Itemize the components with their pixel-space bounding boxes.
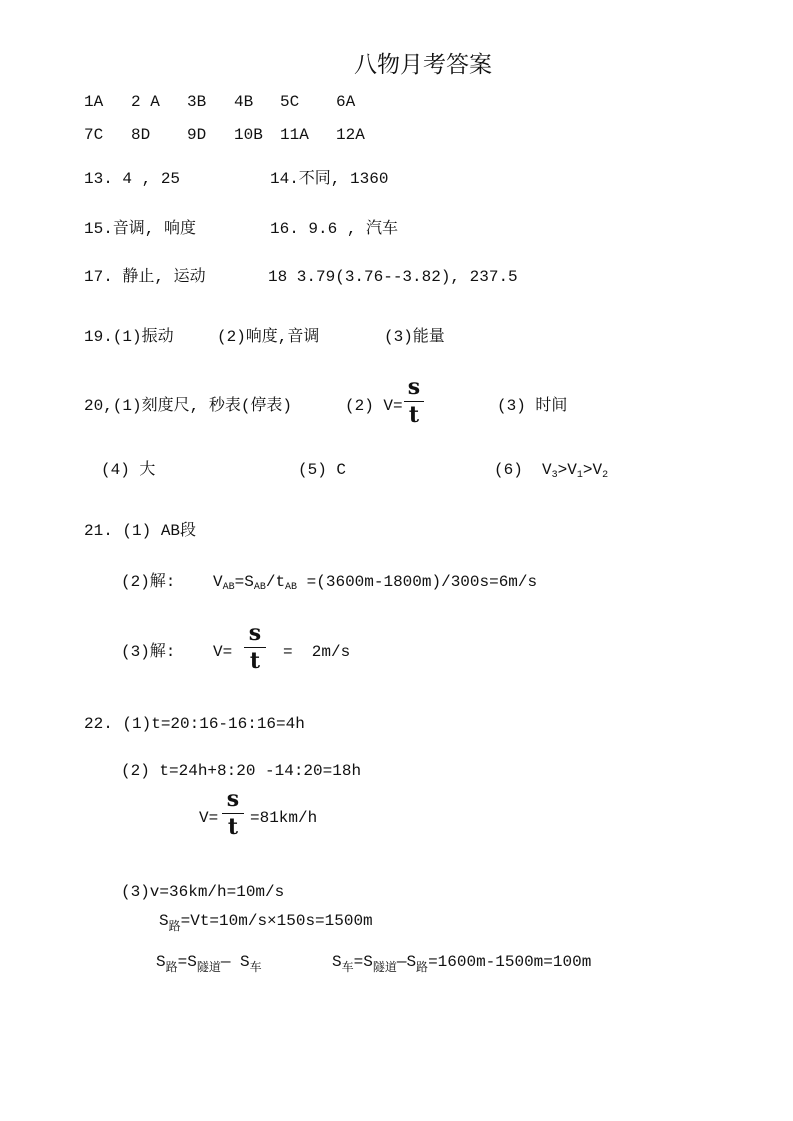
minus-s: — S [220,953,250,971]
equals-s: =S [234,573,254,591]
answer-20-6 [494,461,609,481]
answer-18: 18 3.79(3.76--3.82), 237.5 [268,268,518,286]
mc-answer: 4B [234,93,254,111]
answer-22-3-relation-1 [156,953,262,975]
calculation: =Vt=10m/s×150s=1500m [180,912,373,930]
subscript: 隧道 [196,961,221,975]
answer-21-1: 21. (1) AB段 [84,522,197,540]
mc-answer: 5C [280,93,300,111]
mc-answer: 7C [84,126,104,144]
answer-20-5: (5) C [298,461,347,479]
answer-21-3-label: (3)解: [121,643,176,661]
answer-22-3: (3)v=36km/h=10m/s [121,883,285,901]
answer-20-4: (4) 大 [101,461,156,479]
subscript: 路 [416,961,429,975]
velocity-symbol: V [542,461,552,479]
distance-symbol: S [156,953,166,971]
answer-20-3: (3) 时间 [497,397,568,415]
answer-19-2: (2)响度,音调 [217,328,320,346]
answer-16: 16. 9.6 , 汽车 [270,220,399,238]
distance-symbol: S [332,953,342,971]
answer-20-6-label: (6) [494,461,523,479]
subscript: 3 [551,470,558,481]
answer-22-2-v: V= [199,809,219,827]
answer-21-3-result: = 2m/s [283,643,351,661]
subscript: 2 [602,470,609,481]
fraction-numerator: s [248,620,262,646]
page-title: 八物月考答案 [354,52,492,78]
distance-symbol: S [159,912,169,930]
answer-20-2-label: (2) V= [345,397,403,415]
mc-answer: 10B [234,126,263,144]
answer-22-3-distance [159,912,373,934]
answer-22-2: (2) t=24h+8:20 -14:20=18h [121,762,362,780]
mc-answer: 1A [84,93,104,111]
answer-20-1: 20,(1)刻度尺, 秒表(停表) [84,397,293,415]
subscript: AB [285,582,298,593]
answer-15: 15.音调, 响度 [84,220,197,238]
subscript: 车 [249,961,262,975]
subscript: 路 [165,961,178,975]
subscript: 隧道 [372,961,397,975]
fraction-denominator: t [227,814,239,840]
subscript: AB [253,582,266,593]
velocity-symbol: V [213,573,223,591]
subscript: 1 [576,470,583,481]
answer-19-3: (3)能量 [384,328,445,346]
fraction-s-over-t [222,788,244,838]
fraction-denominator: t [249,648,261,674]
answer-21-2-equation [213,573,538,593]
fraction-s-over-t [244,622,266,672]
equals-s: =S [353,953,373,971]
mc-answer: 9D [187,126,207,144]
fraction-numerator: s [226,786,240,812]
answer-22-1: 22. (1)t=20:16-16:16=4h [84,715,305,733]
answer-22-2-result: =81km/h [250,809,318,827]
comparison: >V [557,461,577,479]
answer-13: 13. 4 , 25 [84,170,181,188]
mc-answer: 11A [280,126,309,144]
answer-17: 17. 静止, 运动 [84,268,206,286]
subscript: 车 [341,961,354,975]
mc-answer: 12A [336,126,365,144]
answer-14: 14.不同, 1360 [270,170,389,188]
mc-answer: 2 A [131,93,160,111]
answer-19-1: 19.(1)振动 [84,328,174,346]
divide-t: /t [265,573,286,591]
subscript: 路 [168,920,181,934]
calculation: =1600m-1500m=100m [428,953,592,971]
answer-21-2-label: (2)解: [121,573,176,591]
answer-21-3-v: V= [213,643,233,661]
minus-s: —S [396,953,417,971]
equals-s: =S [177,953,197,971]
mc-answer: 3B [187,93,207,111]
fraction-s-over-t [404,376,424,426]
fraction-denominator: t [408,402,420,428]
subscript: AB [222,582,235,593]
calculation: =(3600m-1800m)/300s=6m/s [297,573,538,591]
mc-answer: 8D [131,126,151,144]
answer-22-3-relation-2 [332,953,592,975]
comparison: >V [582,461,603,479]
fraction-numerator: s [407,374,421,400]
mc-answer: 6A [336,93,356,111]
